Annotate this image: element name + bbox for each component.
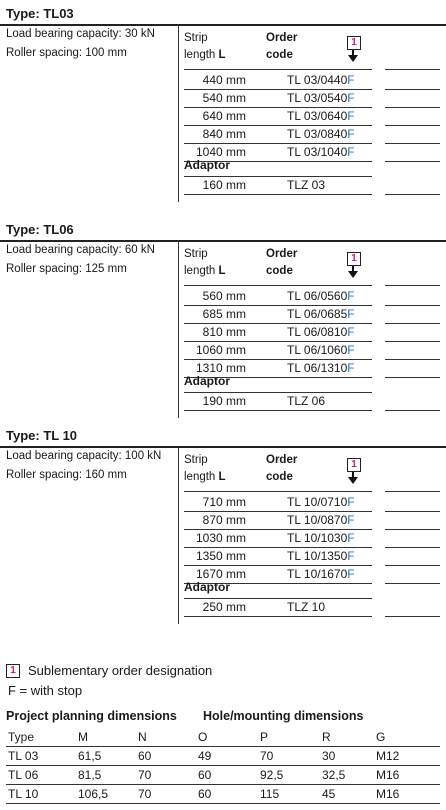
strip-length-header — [184, 452, 226, 486]
order-code-base: TL 06/1060 — [287, 343, 348, 357]
code-label: code — [266, 471, 293, 483]
column-divider — [178, 242, 179, 418]
strip-length: 840 mm — [202, 127, 246, 141]
header-rule — [184, 491, 372, 492]
strip-length: 1060 mm — [195, 343, 246, 357]
strip-length: 1030 mm — [195, 531, 246, 545]
project-planning-title: Project planning dimensions — [6, 709, 177, 723]
section-rule — [0, 446, 446, 448]
dimensions-cell: TL 10 — [6, 785, 66, 804]
strip-length: 640 mm — [202, 109, 246, 123]
type-section — [0, 222, 446, 432]
dimensions-header-cell: M — [66, 728, 126, 747]
row-rule-extra — [385, 143, 440, 144]
order-code — [287, 511, 355, 529]
order-code-base: TL 06/0685 — [287, 307, 348, 321]
order-code — [287, 547, 355, 565]
adaptor-code: TLZ 06 — [287, 394, 326, 408]
order-code-suffix: F — [347, 361, 355, 375]
strip-length: 810 mm — [202, 325, 246, 339]
order-code — [287, 107, 355, 125]
order-code-base: TL 03/1040 — [287, 145, 348, 159]
column-divider — [178, 26, 179, 202]
dimensions-header-cell: P — [248, 728, 310, 747]
dimensions-cell: 106,5 — [66, 785, 126, 804]
adaptor-rule-extra — [385, 410, 440, 411]
dimensions-cell: 70 — [126, 766, 186, 785]
strip-label: Strip — [184, 248, 208, 260]
strip-length: 1350 mm — [195, 549, 246, 563]
dimensions-cell: 30 — [310, 747, 364, 766]
order-code — [287, 143, 355, 161]
order-code-base: TL 03/0440 — [287, 73, 348, 87]
length-symbol: L — [218, 471, 226, 483]
load-capacity: Load bearing capacity: 100 kN — [6, 450, 162, 462]
adaptor-rule-extra — [385, 194, 440, 195]
code-label: code — [266, 49, 293, 61]
dimensions-cell: 45 — [310, 785, 364, 804]
section-rule — [0, 240, 446, 242]
roller-spacing: Roller spacing: 160 mm — [6, 469, 127, 481]
strip-length: 870 mm — [202, 513, 246, 527]
order-code-base: TL 03/0640 — [287, 109, 348, 123]
dimensions-cell: TL 03 — [6, 747, 66, 766]
adaptor-code: TLZ 10 — [287, 600, 326, 614]
dimensions-cell: 32,5 — [310, 766, 364, 785]
code-label: code — [266, 265, 293, 277]
row-rule-extra — [385, 565, 440, 566]
order-code — [287, 341, 355, 359]
adaptor-label: Adaptor — [184, 374, 230, 388]
order-code — [287, 529, 355, 547]
header-rule-extra — [385, 69, 440, 70]
section-title: Type: TL03 — [6, 6, 74, 21]
order-code-suffix: F — [347, 145, 355, 159]
adaptor-length: 190 mm — [202, 394, 246, 408]
order-label: Order — [266, 454, 298, 466]
dimensions-cell: 60 — [186, 766, 248, 785]
type-section — [0, 6, 446, 216]
section-title: Type: TL06 — [6, 222, 74, 237]
row-rule-extra — [385, 305, 440, 306]
order-code-suffix: F — [347, 495, 355, 509]
order-code — [287, 71, 355, 89]
order-code-suffix: F — [347, 567, 355, 581]
row-rule-extra — [385, 89, 440, 90]
down-arrow-icon — [348, 477, 358, 484]
load-capacity: Load bearing capacity: 30 kN — [6, 28, 155, 40]
adaptor-code: TLZ 03 — [287, 178, 326, 192]
order-code-suffix: F — [347, 73, 355, 87]
adaptor-rule-top — [184, 598, 372, 599]
order-code-base: TL 03/0540 — [287, 91, 348, 105]
strip-length: 1310 mm — [195, 361, 246, 375]
hole-mounting-title: Hole/mounting dimensions — [203, 709, 364, 723]
order-code-header — [266, 30, 297, 64]
header-rule-extra — [385, 491, 440, 492]
strip-length: 710 mm — [202, 495, 246, 509]
row-rule-extra — [385, 511, 440, 512]
row-rule-extra — [385, 529, 440, 530]
order-code-suffix: F — [347, 127, 355, 141]
order-code-suffix: F — [347, 307, 355, 321]
row-rule-extra — [385, 161, 440, 162]
dimensions-row — [6, 747, 440, 766]
dimensions-table — [6, 728, 440, 804]
row-rule-extra — [385, 547, 440, 548]
supplementary-marker: 1 — [347, 252, 361, 266]
adaptor-rule-extra — [385, 616, 440, 617]
dimensions-row — [6, 785, 440, 804]
row-rule-extra — [385, 341, 440, 342]
down-arrow-icon — [348, 55, 358, 62]
order-code — [287, 125, 355, 143]
strip-length: 560 mm — [202, 289, 246, 303]
dimensions-cell: 70 — [126, 785, 186, 804]
strip-length-header — [184, 30, 226, 64]
order-code-base: TL 06/0810 — [287, 325, 348, 339]
strip-length: 685 mm — [202, 307, 246, 321]
strip-length: 440 mm — [202, 73, 246, 87]
row-rule-extra — [385, 107, 440, 108]
order-code — [287, 89, 355, 107]
down-arrow-icon — [348, 271, 358, 278]
dimensions-cell: 70 — [248, 747, 310, 766]
dimensions-cell: 81,5 — [66, 766, 126, 785]
strip-length-header — [184, 246, 226, 280]
roller-spacing: Roller spacing: 100 mm — [6, 47, 127, 59]
order-code-base: TL 10/1350 — [287, 549, 348, 563]
dimensions-header-cell: Type — [6, 728, 66, 747]
adaptor-rule — [184, 410, 372, 411]
order-code-base: TL 10/0710 — [287, 495, 348, 509]
column-divider — [178, 448, 179, 624]
header-rule — [184, 69, 372, 70]
length-label: length — [184, 49, 216, 61]
dimensions-cell: 115 — [248, 785, 310, 804]
strip-length: 1040 mm — [195, 145, 246, 159]
length-symbol: L — [218, 265, 226, 277]
adaptor-label: Adaptor — [184, 158, 230, 172]
adaptor-rule — [184, 194, 372, 195]
adaptor-length: 160 mm — [202, 178, 246, 192]
order-code-suffix: F — [347, 343, 355, 357]
order-code — [287, 287, 355, 305]
row-rule-extra — [385, 359, 440, 360]
order-code — [287, 493, 355, 511]
order-code-base: TL 06/1310 — [287, 361, 348, 375]
dimensions-cell: M12 — [364, 747, 440, 766]
order-code-suffix: F — [347, 549, 355, 563]
strip-length: 1670 mm — [195, 567, 246, 581]
dimensions-cell: 60 — [126, 747, 186, 766]
order-code-suffix: F — [347, 513, 355, 527]
order-code-header — [266, 452, 297, 486]
dimensions-cell: TL 06 — [6, 766, 66, 785]
dimensions-header-cell: R — [310, 728, 364, 747]
row-rule-extra — [385, 125, 440, 126]
row-rule-extra — [385, 323, 440, 324]
dimensions-cell: 49 — [186, 747, 248, 766]
dimensions-cell: 92,5 — [248, 766, 310, 785]
dimensions-header-row — [6, 728, 440, 747]
dimensions-header-cell: G — [364, 728, 440, 747]
supplementary-marker: 1 — [347, 36, 361, 50]
order-code-header — [266, 246, 297, 280]
order-code-base: TL 03/0840 — [287, 127, 348, 141]
adaptor-length: 250 mm — [202, 600, 246, 614]
footnote-marker: 1 — [6, 664, 20, 678]
section-title: Type: TL 10 — [6, 428, 78, 443]
roller-spacing: Roller spacing: 125 mm — [6, 263, 127, 275]
order-code-suffix: F — [347, 289, 355, 303]
order-code — [287, 323, 355, 341]
order-label: Order — [266, 32, 298, 44]
dimensions-cell: 61,5 — [66, 747, 126, 766]
row-rule-extra — [385, 583, 440, 584]
adaptor-label: Adaptor — [184, 580, 230, 594]
supplementary-marker: 1 — [347, 458, 361, 472]
type-section — [0, 428, 446, 638]
order-code — [287, 565, 355, 583]
length-label: length — [184, 265, 216, 277]
strip-length: 540 mm — [202, 91, 246, 105]
header-rule-extra — [385, 285, 440, 286]
order-code-suffix: F — [347, 91, 355, 105]
adaptor-rule-top — [184, 392, 372, 393]
order-code-base: TL 10/1670 — [287, 567, 348, 581]
adaptor-rule — [184, 616, 372, 617]
order-code — [287, 305, 355, 323]
dimensions-cell: 60 — [186, 785, 248, 804]
order-code-base: TL 06/0560 — [287, 289, 348, 303]
length-label: length — [184, 471, 216, 483]
dimensions-header-cell: N — [126, 728, 186, 747]
row-rule-extra — [385, 377, 440, 378]
strip-label: Strip — [184, 32, 208, 44]
order-code — [287, 359, 355, 377]
dimensions-row — [6, 766, 440, 785]
footnote-designation: Sublementary order designation — [28, 663, 213, 678]
order-code-base: TL 10/0870 — [287, 513, 348, 527]
order-code-suffix: F — [347, 109, 355, 123]
section-rule — [0, 24, 446, 26]
order-code-suffix: F — [347, 325, 355, 339]
dimensions-cell: M16 — [364, 766, 440, 785]
load-capacity: Load bearing capacity: 60 kN — [6, 244, 155, 256]
header-rule — [184, 285, 372, 286]
dimensions-header-cell: O — [186, 728, 248, 747]
order-code-suffix: F — [347, 531, 355, 545]
footnote-stop: F = with stop — [8, 683, 83, 698]
order-label: Order — [266, 248, 298, 260]
strip-label: Strip — [184, 454, 208, 466]
adaptor-rule-top — [184, 176, 372, 177]
dimensions-cell: M16 — [364, 785, 440, 804]
length-symbol: L — [218, 49, 226, 61]
order-code-base: TL 10/1030 — [287, 531, 348, 545]
